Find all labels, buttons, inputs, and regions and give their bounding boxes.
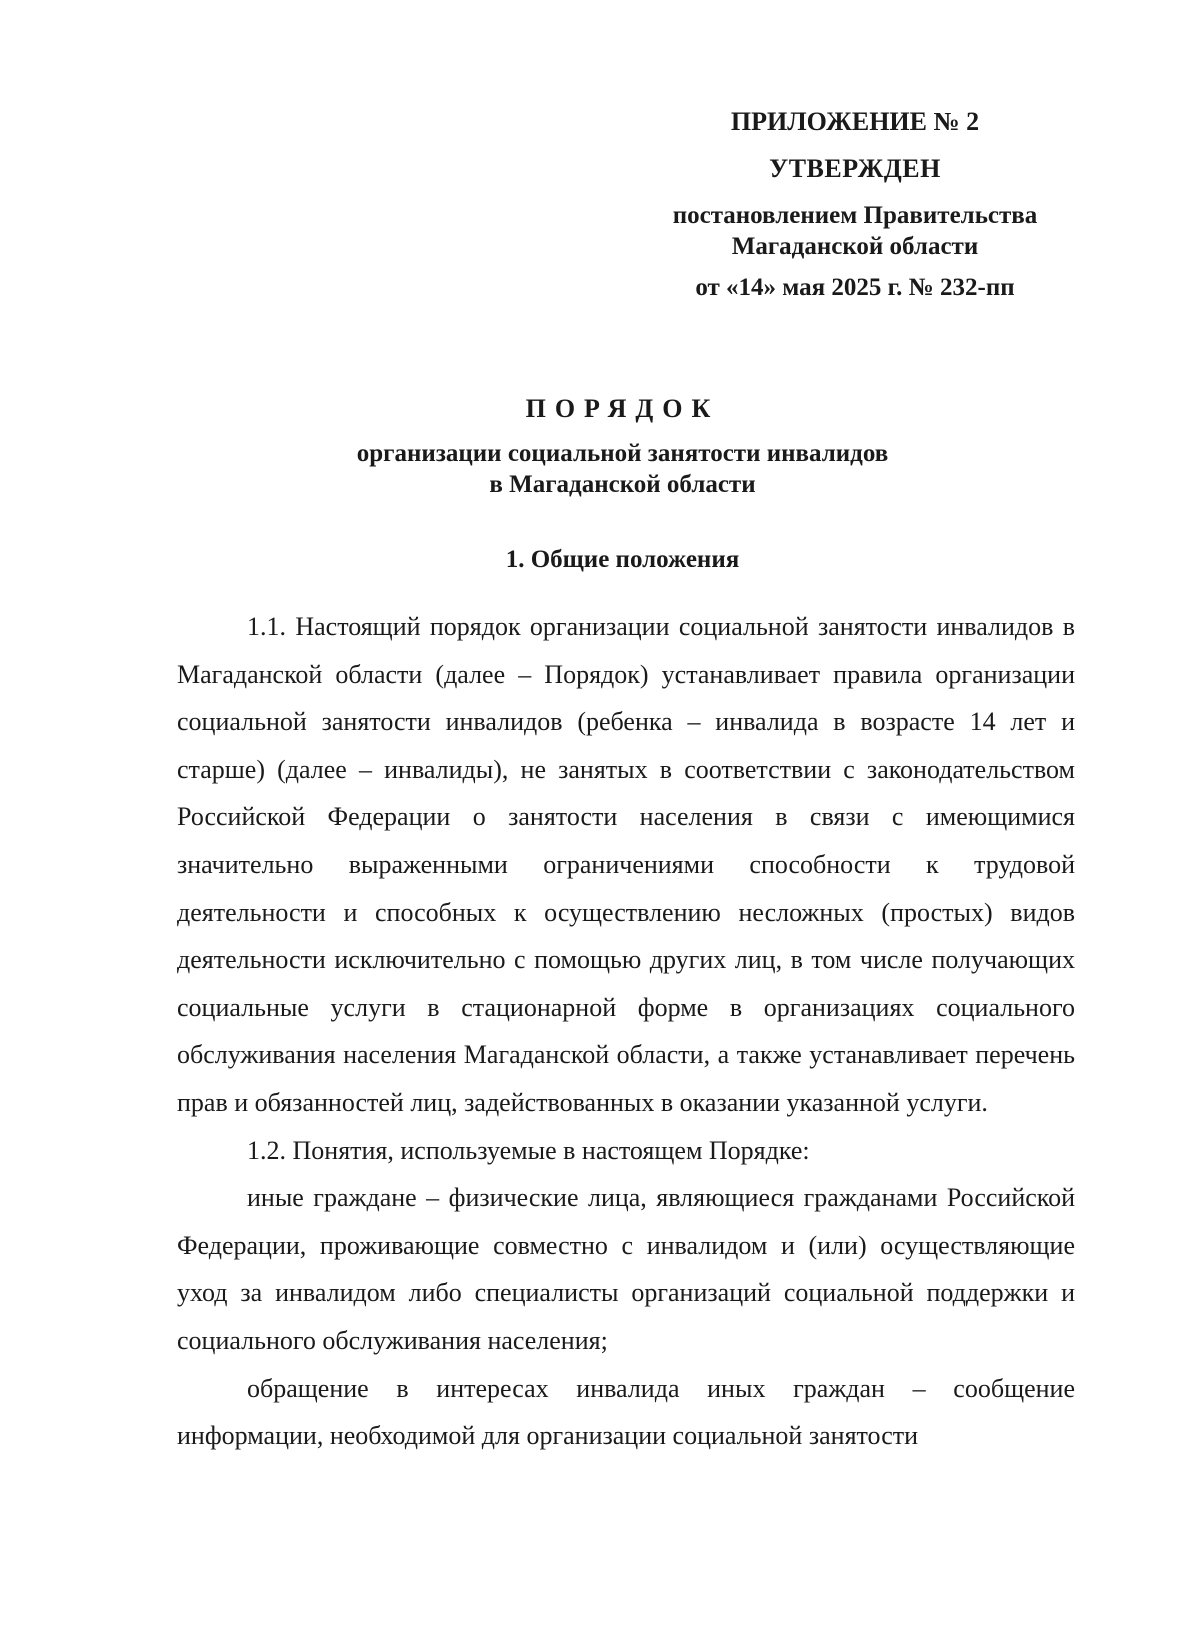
subtitle-line-2: в Магаданской области <box>489 471 756 498</box>
appendix-number: ПРИЛОЖЕНИЕ № 2 <box>730 107 980 136</box>
definition-other-citizens: иные граждане – физические лица, являющиеся гражданами Российской Федерации, проживающие совместно с инвалидом и (или) осуществляющие уход за инвалидом либо специалисты организаций социальной поддержки и социального обслуживания населения; <box>177 1183 1075 1355</box>
paragraph-1-2: 1.2. Понятия, используемые в настоящем Порядке: <box>247 1135 810 1165</box>
document-title-block <box>0 394 1200 500</box>
definition-appeal: обращение в интересах инвалида иных граждан – сообщение информации, необходимой для организации социальной занятости <box>177 1373 1075 1451</box>
document-body <box>177 603 1075 1460</box>
section-heading: 1. Общие положения <box>505 546 740 573</box>
subtitle-line-1: организации социальной занятости инвалидов <box>356 440 889 467</box>
document-subtitle <box>0 438 1200 500</box>
decree-line-1: постановлением Правительства <box>672 202 1038 229</box>
paragraph-1-1: 1.1. Настоящий порядок организации социальной занятости инвалидов в Магаданской области (далее – Порядок) устанавливает правила организации социальной занятости инвалидов (ребенка – инвалида в возрасте 14 лет и старше) (далее – инвалиды), не занятых в соответствии с законодательством Российской Федерации о занятости населения в связи с имеющимися значительно выраженными ограничениями способности к трудовой деятельности и способных к осуществлению несложных (простых) видов деятельности исключительно с помощью других лиц, в том числе получающих социальные услуги в стационарной форме в организациях социального обслуживания населения Магаданской области, а также устанавливает перечень прав и обязанностей лиц, задействованных в оказании указанной услуги. <box>177 612 1075 1117</box>
approved-label: УТВЕРЖДЕН <box>769 154 941 183</box>
document-title: ПОРЯДОК <box>525 394 720 423</box>
decree-date: от «14» мая 2025 г. № 232-пп <box>695 274 1015 301</box>
decree-line-2: Магаданской области <box>731 233 979 260</box>
decree-reference <box>615 200 1095 262</box>
approval-block <box>615 106 1095 303</box>
